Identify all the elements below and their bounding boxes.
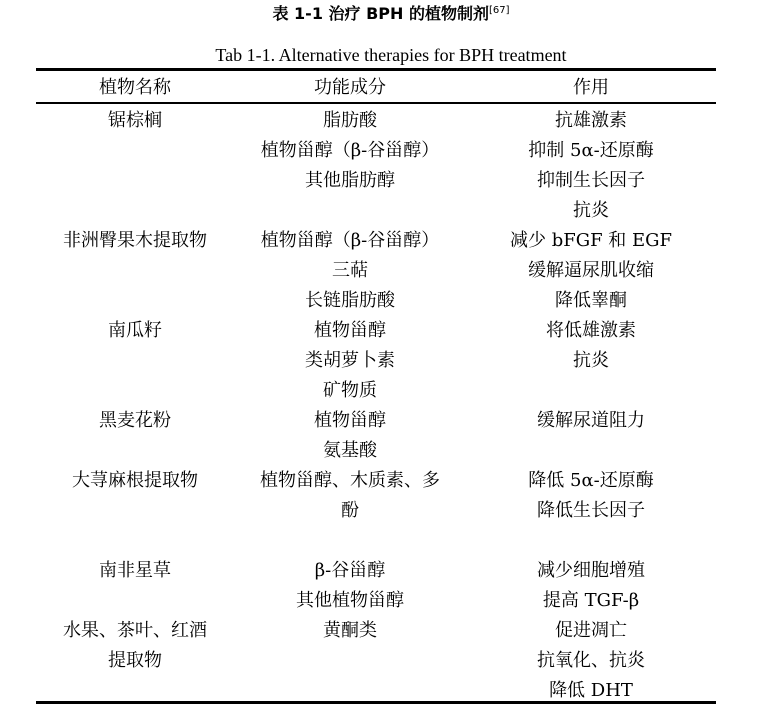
table-cell bbox=[466, 376, 716, 406]
table-cell bbox=[36, 376, 234, 406]
table-cell: 抑制生长因子 bbox=[537, 170, 645, 191]
table-cell: 黑麦花粉 bbox=[99, 410, 171, 431]
table-cell: 矿物质 bbox=[323, 380, 377, 401]
table-cell: 提取物 bbox=[108, 650, 162, 671]
table-caption-chinese bbox=[0, 0, 782, 25]
header-effect: 作用 bbox=[573, 77, 609, 98]
table-cell bbox=[36, 496, 234, 526]
table-cell: 抗炎 bbox=[573, 350, 609, 371]
header-active-ingredient: 功能成分 bbox=[314, 77, 386, 98]
table-cell: 抗氧化、抗炎 bbox=[537, 650, 645, 671]
table-cell bbox=[234, 646, 466, 676]
table-cell bbox=[36, 166, 234, 196]
table-cell: 其他植物甾醇 bbox=[296, 590, 404, 611]
table-cell: 南非星草 bbox=[99, 560, 171, 581]
table-cell bbox=[36, 256, 234, 286]
table-cell: 降低 5α-还原酶 bbox=[528, 470, 654, 491]
table-cell: 南瓜籽 bbox=[108, 320, 162, 341]
table-bottom-rule bbox=[36, 701, 716, 704]
table-cell: 抗炎 bbox=[573, 200, 609, 221]
table-cell bbox=[234, 526, 466, 556]
table-cell: 减少细胞增殖 bbox=[537, 560, 645, 581]
table-cell: 将低雄激素 bbox=[546, 320, 636, 341]
table-cell: 黄酮类 bbox=[323, 620, 377, 641]
table-cell: 其他脂肪醇 bbox=[305, 170, 395, 191]
table-cell: 长链脂肪酸 bbox=[305, 290, 395, 311]
table-cell: 抗雄激素 bbox=[555, 110, 627, 131]
caption-cn-text: 表 1-1 治疗 BPH 的植物制剂 bbox=[272, 4, 489, 23]
table-cell: 植物甾醇 bbox=[314, 320, 386, 341]
table-cell: 降低 DHT bbox=[549, 680, 633, 701]
table-cell: 植物甾醇（β-谷甾醇） bbox=[260, 230, 440, 251]
table-cell: 促进凋亡 bbox=[555, 620, 627, 641]
table-cell: 缓解尿道阻力 bbox=[537, 410, 645, 431]
table-cell: 植物甾醇（β-谷甾醇） bbox=[260, 140, 440, 161]
table-cell bbox=[36, 586, 234, 616]
table-cell: 大荨麻根提取物 bbox=[72, 470, 198, 491]
table-cell bbox=[466, 436, 716, 466]
table-cell: 氨基酸 bbox=[323, 440, 377, 461]
table-cell bbox=[234, 196, 466, 226]
table-cell: 抑制 5α-还原酶 bbox=[528, 140, 654, 161]
table-cell: 锯棕榈 bbox=[108, 110, 162, 131]
table-header-rule bbox=[36, 102, 716, 104]
table-cell: β-谷甾醇 bbox=[314, 560, 386, 581]
table-cell bbox=[36, 436, 234, 466]
table-cell bbox=[36, 346, 234, 376]
table-cell: 脂肪酸 bbox=[323, 110, 377, 131]
table-caption-english: Tab 1-1. Alternative therapies for BPH treatment bbox=[215, 45, 567, 65]
table-cell bbox=[466, 526, 716, 556]
table-cell bbox=[36, 196, 234, 226]
table-cell: 植物甾醇 bbox=[314, 410, 386, 431]
table-cell: 植物甾醇、木质素、多 bbox=[260, 470, 440, 491]
table-cell: 酚 bbox=[341, 500, 359, 521]
table-cell: 非洲臀果木提取物 bbox=[63, 230, 207, 251]
table-cell bbox=[36, 526, 234, 556]
table-cell: 三萜 bbox=[332, 260, 368, 281]
table-cell: 缓解逼尿肌收缩 bbox=[528, 260, 654, 281]
table-cell: 水果、茶叶、红酒 bbox=[63, 620, 207, 641]
table-cell: 降低生长因子 bbox=[537, 500, 645, 521]
table-cell: 类胡萝卜素 bbox=[305, 350, 395, 371]
caption-reference: [67] bbox=[488, 5, 510, 16]
table-cell: 减少 bFGF 和 EGF bbox=[509, 230, 673, 251]
header-plant-name: 植物名称 bbox=[99, 77, 171, 98]
table-cell bbox=[36, 136, 234, 166]
table-top-rule bbox=[36, 68, 716, 71]
table-cell: 提高 TGF-β bbox=[542, 590, 640, 611]
table-cell bbox=[36, 286, 234, 316]
table-cell: 降低睾酮 bbox=[555, 290, 627, 311]
